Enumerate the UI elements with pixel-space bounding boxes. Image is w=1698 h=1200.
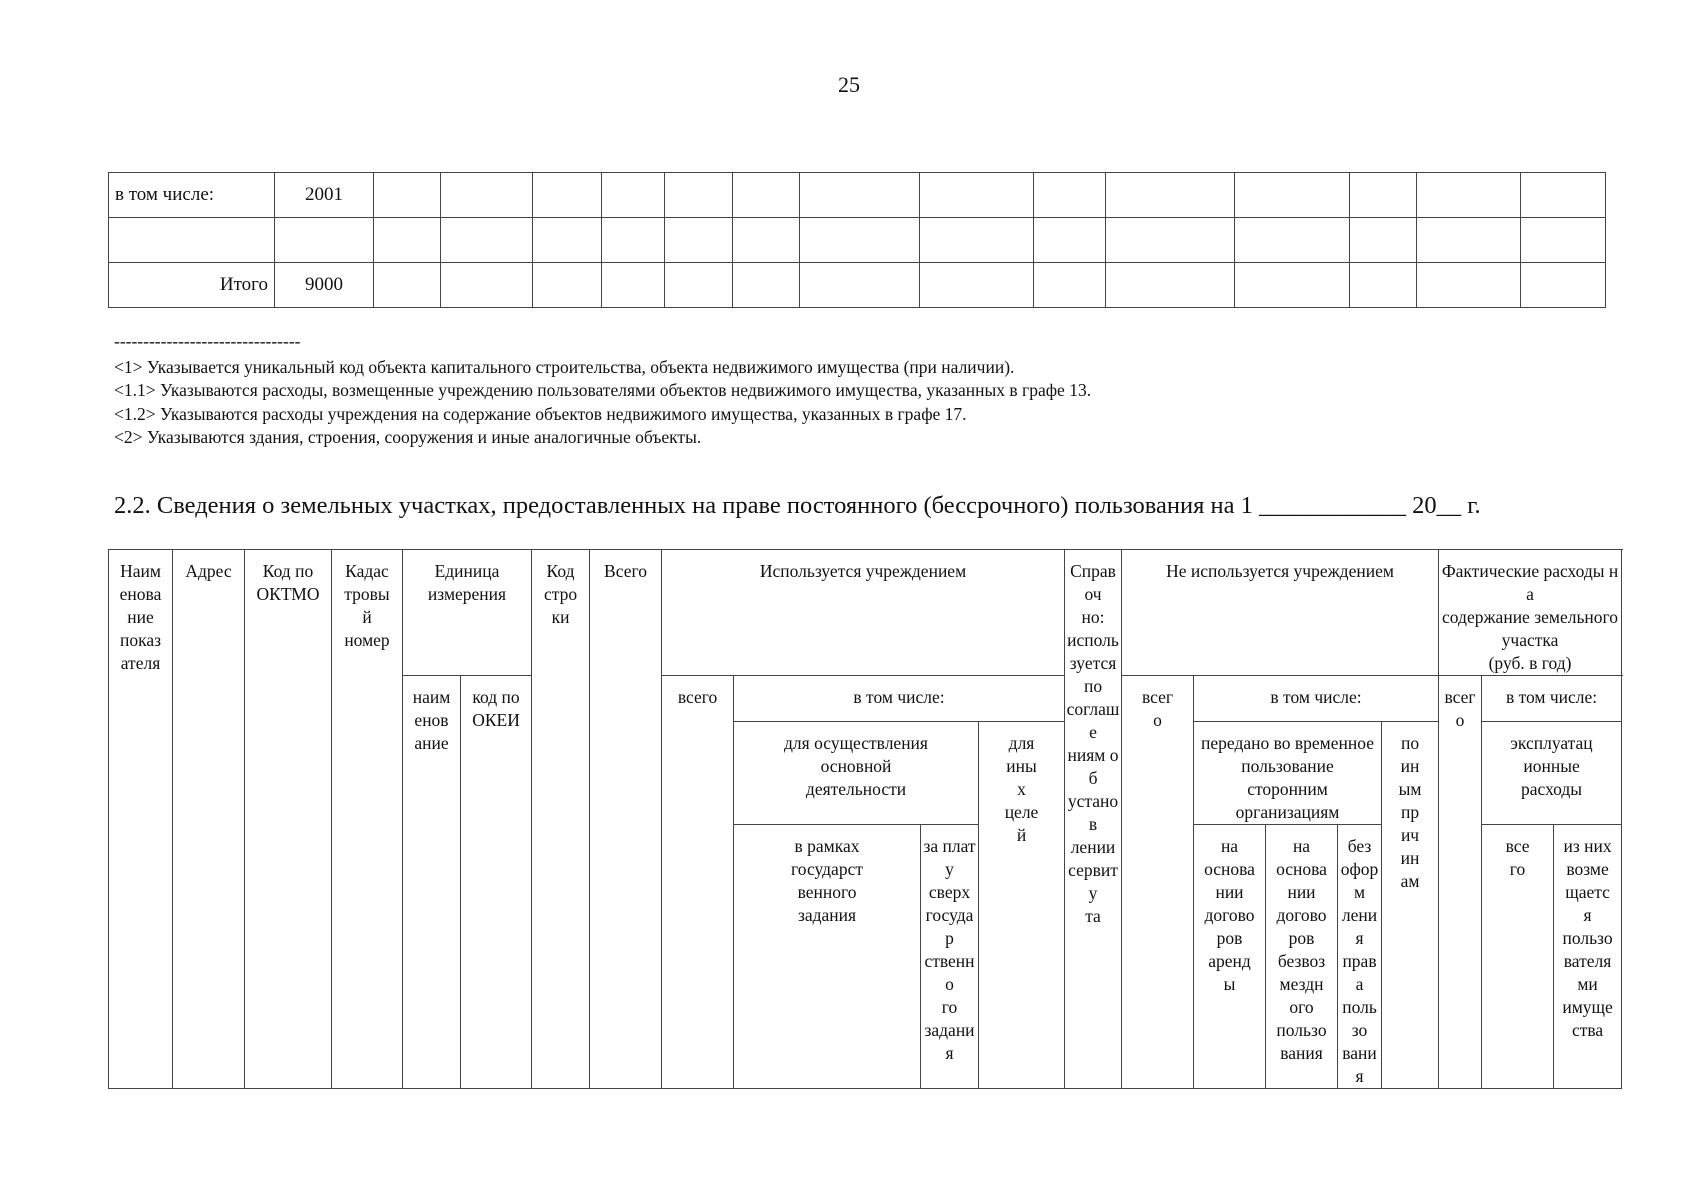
header-free-use: на основа нии догово ров безвоз мездн ого пользо вания: [1266, 825, 1338, 1089]
table-row: [109, 263, 1606, 308]
header-operational-total: все го: [1482, 825, 1554, 1089]
section-title: 2.2. Сведения о земельных участках, предоставленных на праве постоянного (бессрочного) пользования на 1 ____________ 20__ г.: [114, 492, 1481, 519]
footnote: <2> Указываются здания, строения, сооружения и иные аналогичные объекты.: [114, 427, 702, 447]
header-row-code: Код стро ки: [532, 550, 590, 1089]
header-reimbursed: из них возме щаетс я пользо вателя ми имуще ства: [1554, 825, 1622, 1089]
land-plots-table: [108, 549, 1622, 1089]
header-oktmo-code: Код по ОКТМО: [245, 550, 332, 1089]
footnotes: [114, 330, 1091, 450]
header-used-total: всего: [662, 676, 734, 1089]
header-unit: Единица измерения: [403, 550, 532, 676]
row-code: [275, 218, 374, 263]
header-not-used-total: всег о: [1122, 676, 1194, 1089]
header-operational-expenses: эксплуатац ионные расходы: [1482, 722, 1622, 825]
row-label: [109, 218, 275, 263]
row-label: Итого: [109, 263, 275, 308]
header-unit-name: наим енов ание: [403, 676, 461, 1089]
footnote: <1> Указывается уникальный код объекта капитального строительства, объекта недвижимого имущества (при наличии).: [114, 356, 1015, 377]
header-used-including: в том числе:: [734, 676, 1065, 722]
table-header-row: [109, 550, 1622, 676]
header-not-used: Не используется учреждением: [1122, 550, 1439, 676]
header-total: Всего: [590, 550, 662, 1089]
header-servitude-reference: Справоч но: исполь зуется по соглаше ниям об установ лении сервиту та: [1065, 550, 1122, 1089]
header-expenses-total: всег о: [1439, 676, 1482, 1089]
header-cadastral-number: Кадас тровы й номер: [332, 550, 403, 1089]
footnote: <1.2> Указываются расходы учреждения на содержание объектов недвижимого имущества, указанных в графе 17.: [114, 403, 967, 424]
header-not-used-including: в том числе:: [1194, 676, 1439, 722]
header-actual-expenses: Фактические расходы на содержание земельного участка (руб. в год): [1439, 550, 1622, 676]
header-state-task: в рамках государст венного задания: [734, 825, 921, 1089]
header-address: Адрес: [173, 550, 245, 1089]
header-paid-beyond-task: за плату сверх государ ственно го задания: [921, 825, 979, 1089]
footnote-separator: --------------------------------: [114, 331, 301, 351]
header-lease: на основа нии догово ров аренд ы: [1194, 825, 1266, 1089]
row-code: 2001: [275, 173, 374, 218]
header-main-activity: для осуществления основной деятельности: [734, 722, 979, 825]
table-row: [109, 173, 1606, 218]
table-row: [109, 218, 1606, 263]
header-temporary-use: передано во временное пользование сторонним организациям: [1194, 722, 1382, 825]
header-used: Используется учреждением: [662, 550, 1065, 676]
header-okei-code: код по ОКЕИ: [461, 676, 532, 1089]
header-no-formal-right: без оформ ления права пользо вания: [1338, 825, 1382, 1089]
header-expenses-including: в том числе:: [1482, 676, 1622, 722]
property-summary-table: [108, 172, 1606, 308]
header-other-purposes: для ины х целе й: [979, 722, 1065, 1089]
row-label: в том числе:: [109, 173, 275, 218]
header-indicator-name: Наим енова ние показ ателя: [109, 550, 173, 1089]
page-number: 25: [838, 72, 860, 97]
footnote: <1.1> Указываются расходы, возмещенные учреждению пользователями объектов недвижимого имущества, указанных в графе 13.: [114, 380, 1092, 400]
row-code: 9000: [275, 263, 374, 308]
header-other-reasons: по ин ым пр ич ин ам: [1382, 722, 1439, 1089]
